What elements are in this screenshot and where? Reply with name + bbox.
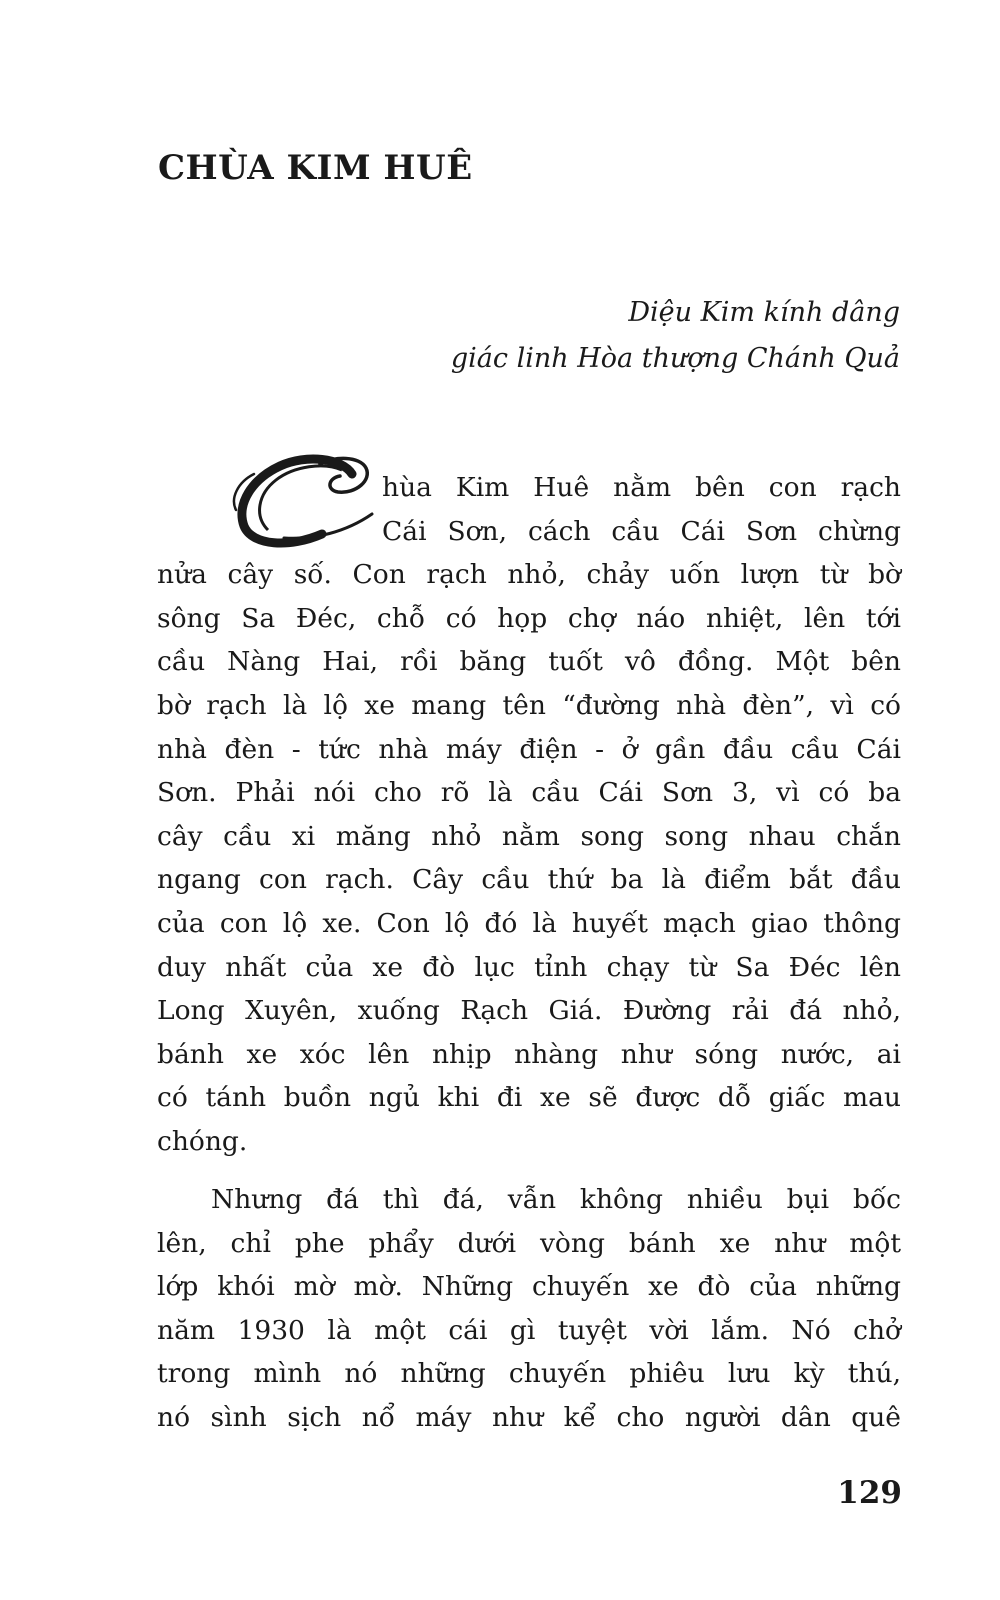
paragraph-1: [157, 466, 901, 1164]
text-line: cầu Nàng Hai, rồi băng tuốt vô đồng. Một bên: [157, 646, 901, 678]
text-line: năm 1930 là một cái gì tuyệt vời lắm. Nó chở: [157, 1314, 901, 1346]
text-line: duy nhất của xe đò lục tỉnh chạy từ Sa Đéc lên: [157, 951, 901, 983]
text-line: lên, chỉ phe phẩy dưới vòng bánh xe như một: [157, 1227, 901, 1259]
text-line: nhà đèn - tức nhà máy điện - ở gần đầu cầu Cái: [157, 733, 901, 765]
text-line: bánh xe xóc lên nhịp nhàng như sóng nước, ai: [157, 1038, 901, 1070]
text-line: của con lộ xe. Con lộ đó là huyết mạch giao thông: [157, 907, 901, 939]
paragraph-2: [157, 1178, 901, 1440]
dedication: [451, 290, 900, 382]
chapter-title: CHÙA KIM HUÊ: [158, 148, 473, 188]
text-line: Long Xuyên, xuống Rạch Giá. Đường rải đá nhỏ,: [157, 995, 901, 1027]
text-line: trong mình nó những chuyến phiêu lưu kỳ thú,: [157, 1358, 901, 1390]
text-line: nửa cây số. Con rạch nhỏ, chảy uốn lượn từ bờ: [157, 559, 901, 591]
text-line: nó sình sịch nổ máy như kể cho người dân quê: [157, 1401, 901, 1433]
text-line: cây cầu xi măng nhỏ nằm song song nhau chắn: [157, 820, 901, 852]
dedication-line: Diệu Kim kính dâng: [628, 297, 900, 328]
text-line: hùa Kim Huê nằm bên con rạch: [382, 472, 901, 503]
text-line: Nhưng đá thì đá, vẫn không nhiều bụi bốc: [211, 1184, 901, 1215]
text-line: Sơn. Phải nói cho rõ là cầu Cái Sơn 3, vì có ba: [157, 777, 901, 809]
dedication-line: giác linh Hòa thượng Chánh Quả: [450, 343, 900, 374]
page-number: 129: [837, 1475, 902, 1511]
text-line: bờ rạch là lộ xe mang tên “đường nhà đèn”, vì có: [157, 689, 901, 721]
text-line: sông Sa Đéc, chỗ có họp chợ náo nhiệt, lên tới: [157, 602, 901, 634]
text-line: Cái Sơn, cách cầu Cái Sơn chừng: [382, 515, 901, 547]
text-line: có tánh buồn ngủ khi đi xe sẽ được dỗ giấc mau: [157, 1082, 901, 1114]
text-line: lớp khói mờ mờ. Những chuyến xe đò của những: [157, 1271, 901, 1303]
text-line: chóng.: [157, 1125, 248, 1157]
text-line: ngang con rạch. Cây cầu thứ ba là điểm bắt đầu: [157, 864, 901, 896]
